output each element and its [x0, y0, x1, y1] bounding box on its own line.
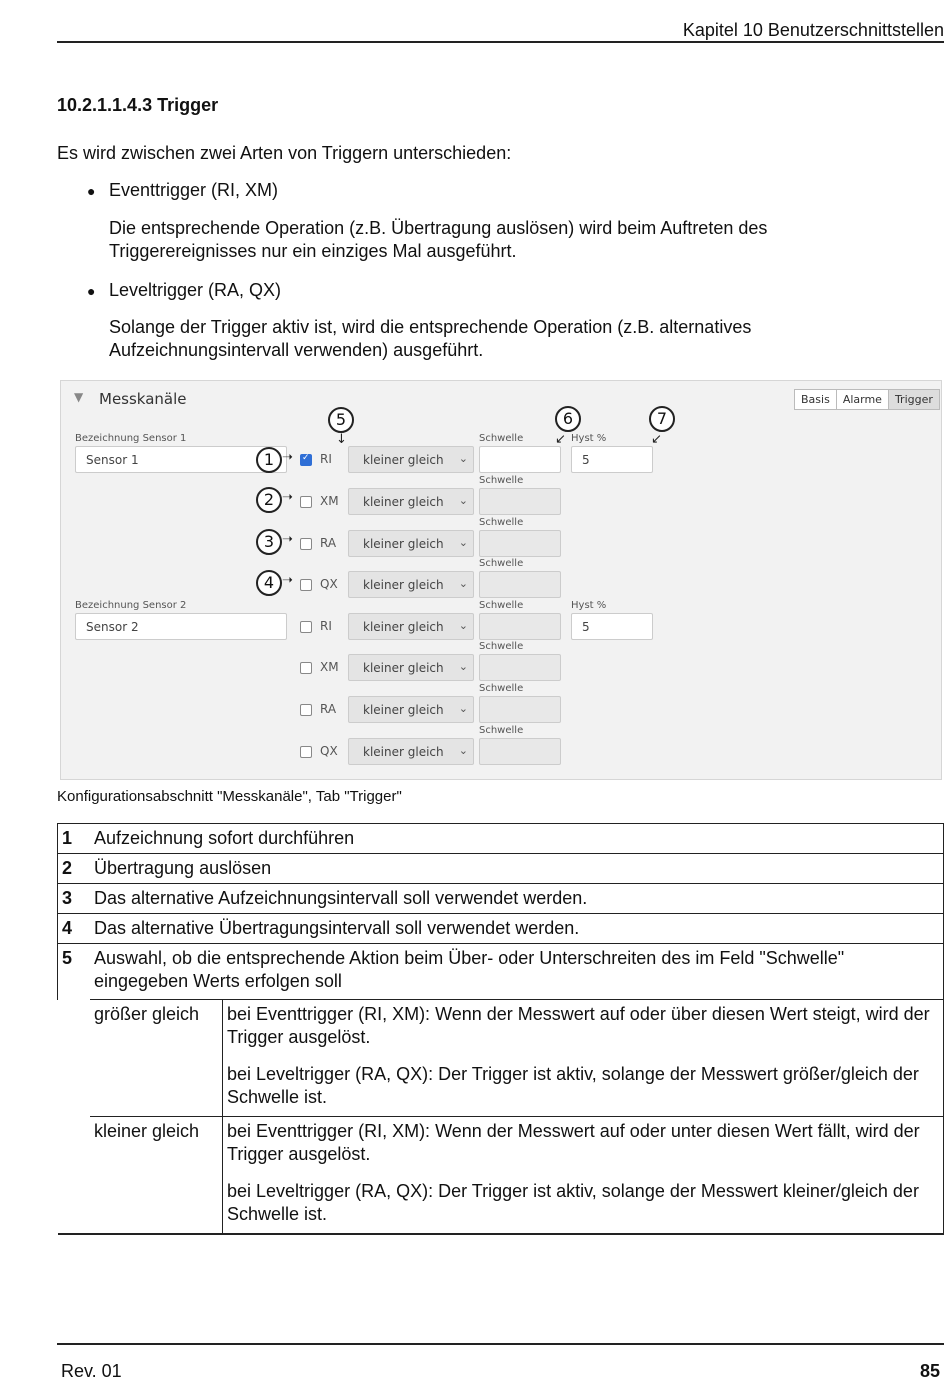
schwelle-label: Schwelle [479, 517, 524, 528]
row-number: 2 [62, 858, 73, 878]
trigger-type-label: QX [320, 744, 338, 758]
comparison-select[interactable] [348, 654, 474, 681]
hyst-input[interactable]: 5 [571, 446, 653, 473]
bullet-title: Leveltrigger (RA, QX) [109, 280, 282, 300]
trigger-checkbox[interactable] [300, 746, 312, 758]
trigger-type-label: XM [320, 494, 339, 508]
trigger-type-label: QX [320, 577, 338, 591]
trigger-type-label: RI [320, 619, 332, 633]
chevron-down-icon[interactable]: ▼ [74, 390, 84, 404]
arrow-right-icon: ➝ [282, 450, 293, 465]
option-desc-p: bei Eventtrigger (RI, XM): Wenn der Messwert auf oder unter diesen Wert fällt, wird der Trigger ausgelöst. [227, 1121, 920, 1164]
hyst-label: Hyst % [571, 433, 607, 444]
tab-trigger[interactable]: Trigger [888, 390, 939, 409]
chevron-down-icon: ⌄ [458, 744, 468, 757]
chevron-down-icon: ⌄ [458, 452, 468, 465]
row-text: Das alternative Übertragungsintervall soll verwendet werden. [94, 918, 580, 938]
callout-marker: 3 [256, 529, 282, 555]
row-text: Das alternative Aufzeichnungsintervall soll verwendet werden. [94, 888, 588, 908]
trigger-type-label: RA [320, 702, 337, 716]
sensor-label: Bezeichnung Sensor 1 [75, 433, 187, 444]
comparison-select-value: kleiner gleich [363, 578, 444, 592]
comparison-select[interactable] [348, 446, 474, 473]
table-subrow [58, 1000, 944, 1117]
bullet-dot: ● [87, 183, 96, 199]
schwelle-label: Schwelle [479, 558, 524, 569]
comparison-select[interactable] [348, 738, 474, 765]
schwelle-label: Schwelle [479, 433, 524, 444]
schwelle-input[interactable] [479, 488, 561, 515]
row-number: 3 [62, 888, 73, 908]
comparison-select-value: kleiner gleich [363, 661, 444, 675]
option-desc [223, 1117, 944, 1235]
bullet-dot: ● [87, 283, 96, 299]
schwelle-input[interactable] [479, 696, 561, 723]
schwelle-input[interactable] [479, 446, 561, 473]
comparison-select[interactable] [348, 571, 474, 598]
chevron-down-icon: ⌄ [458, 536, 468, 549]
comparison-select[interactable] [348, 488, 474, 515]
legend-table [57, 823, 944, 1235]
table-subrow [58, 1117, 944, 1235]
chapter-header: Kapitel 10 Benutzerschnittstellen [682, 20, 944, 40]
header-rule [57, 41, 944, 43]
trigger-checkbox[interactable] [300, 454, 312, 466]
trigger-checkbox[interactable] [300, 621, 312, 633]
arrow-right-icon: ➝ [282, 532, 293, 547]
trigger-checkbox[interactable] [300, 579, 312, 591]
table-row [58, 914, 944, 944]
option-desc [223, 1000, 944, 1117]
sensor-name-input[interactable]: Sensor 1 [75, 446, 287, 473]
trigger-checkbox[interactable] [300, 496, 312, 508]
row-text: Übertragung auslösen [94, 858, 272, 878]
panel-header[interactable] [61, 381, 941, 417]
table-row [58, 884, 944, 914]
schwelle-label: Schwelle [479, 475, 524, 486]
callout-marker: 1 [256, 447, 282, 473]
trigger-type-label: RA [320, 536, 337, 550]
table-row [58, 944, 944, 1000]
option-key: größer gleich [90, 1000, 223, 1117]
section-title: 10.2.1.1.4.3 Trigger [57, 95, 219, 115]
comparison-select-value: kleiner gleich [363, 453, 444, 467]
tab-alarme[interactable]: Alarme [836, 390, 888, 409]
comparison-select-value: kleiner gleich [363, 703, 444, 717]
schwelle-input[interactable] [479, 571, 561, 598]
callout-marker: 4 [256, 570, 282, 596]
page-number: 85 [919, 1361, 940, 1381]
schwelle-label: Schwelle [479, 641, 524, 652]
sensor-name-input[interactable]: Sensor 2 [75, 613, 287, 640]
callout-marker: 5 [328, 407, 354, 433]
schwelle-input[interactable] [479, 654, 561, 681]
arrow-down-icon: ↓ [336, 432, 347, 447]
comparison-select-value: kleiner gleich [363, 495, 444, 509]
row-number: 1 [62, 828, 73, 848]
trigger-checkbox[interactable] [300, 704, 312, 716]
bullet-title: Eventtrigger (RI, XM) [109, 180, 279, 200]
option-desc-p: bei Leveltrigger (RA, QX): Der Trigger ist aktiv, solange der Messwert größer/gleich der Schwelle ist. [227, 1064, 919, 1107]
option-desc-p: bei Leveltrigger (RA, QX): Der Trigger ist aktiv, solange der Messwert kleiner/gleich der Schwelle ist. [227, 1181, 919, 1224]
hyst-input[interactable]: 5 [571, 613, 653, 640]
revision: Rev. 01 [61, 1361, 122, 1381]
arrow-down-icon: ↙ [555, 432, 566, 447]
comparison-select-value: kleiner gleich [363, 620, 444, 634]
callout-marker: 2 [256, 487, 282, 513]
option-desc-p: bei Eventtrigger (RI, XM): Wenn der Messwert auf oder über diesen Wert steigt, wird der Trigger ausgelöst. [227, 1004, 930, 1047]
figure-caption: Konfigurationsabschnitt "Messkanäle", Tab "Trigger" [57, 788, 402, 805]
option-key: kleiner gleich [90, 1117, 223, 1235]
chevron-down-icon: ⌄ [458, 660, 468, 673]
schwelle-label: Schwelle [479, 600, 524, 611]
chevron-down-icon: ⌄ [458, 619, 468, 632]
chevron-down-icon: ⌄ [458, 577, 468, 590]
arrow-down-icon: ↙ [651, 432, 662, 447]
trigger-checkbox[interactable] [300, 538, 312, 550]
callout-marker: 7 [649, 406, 675, 432]
trigger-type-label: XM [320, 660, 339, 674]
bullet-text: Triggerereignisses nur ein einziges Mal ausgeführt. [109, 241, 517, 261]
schwelle-input[interactable] [479, 530, 561, 557]
comparison-select-value: kleiner gleich [363, 537, 444, 551]
callout-marker: 6 [555, 406, 581, 432]
comparison-select[interactable] [348, 530, 474, 557]
messkanaele-panel [60, 380, 942, 780]
schwelle-input[interactable] [479, 738, 561, 765]
schwelle-label: Schwelle [479, 725, 524, 736]
comparison-select[interactable] [348, 613, 474, 640]
row-text: Aufzeichnung sofort durchführen [94, 828, 355, 848]
arrow-right-icon: ➝ [282, 573, 293, 588]
schwelle-label: Schwelle [479, 683, 524, 694]
arrow-right-icon: ➝ [282, 490, 293, 505]
tab-bar [794, 389, 940, 410]
comparison-select-value: kleiner gleich [363, 745, 444, 759]
intro-text: Es wird zwischen zwei Arten von Triggern unterschieden: [57, 143, 512, 163]
chevron-down-icon: ⌄ [458, 702, 468, 715]
bullet-text: Solange der Trigger aktiv ist, wird die entsprechende Operation (z.B. alternatives [109, 317, 752, 337]
table-row [58, 854, 944, 884]
row-text: Auswahl, ob die entsprechende Aktion beim Über- oder Unterschreiten des im Feld "Schwelle" eingegeben Werts erfolgen soll [94, 948, 845, 991]
schwelle-input[interactable] [479, 613, 561, 640]
trigger-type-label: RI [320, 452, 332, 466]
chevron-down-icon: ⌄ [458, 494, 468, 507]
tab-basis[interactable]: Basis [801, 393, 830, 406]
trigger-checkbox[interactable] [300, 662, 312, 674]
footer-rule [57, 1343, 944, 1345]
bullet-text: Die entsprechende Operation (z.B. Übertragung auslösen) wird beim Auftreten des [109, 218, 768, 238]
bullet-text: Aufzeichnungsintervall verwenden) ausgeführt. [109, 340, 484, 360]
panel-title: Messkanäle [99, 390, 187, 408]
row-number: 4 [62, 918, 73, 938]
hyst-label: Hyst % [571, 600, 607, 611]
comparison-select[interactable] [348, 696, 474, 723]
sensor-label: Bezeichnung Sensor 2 [75, 600, 187, 611]
table-row [58, 824, 944, 854]
row-number: 5 [58, 944, 91, 1235]
